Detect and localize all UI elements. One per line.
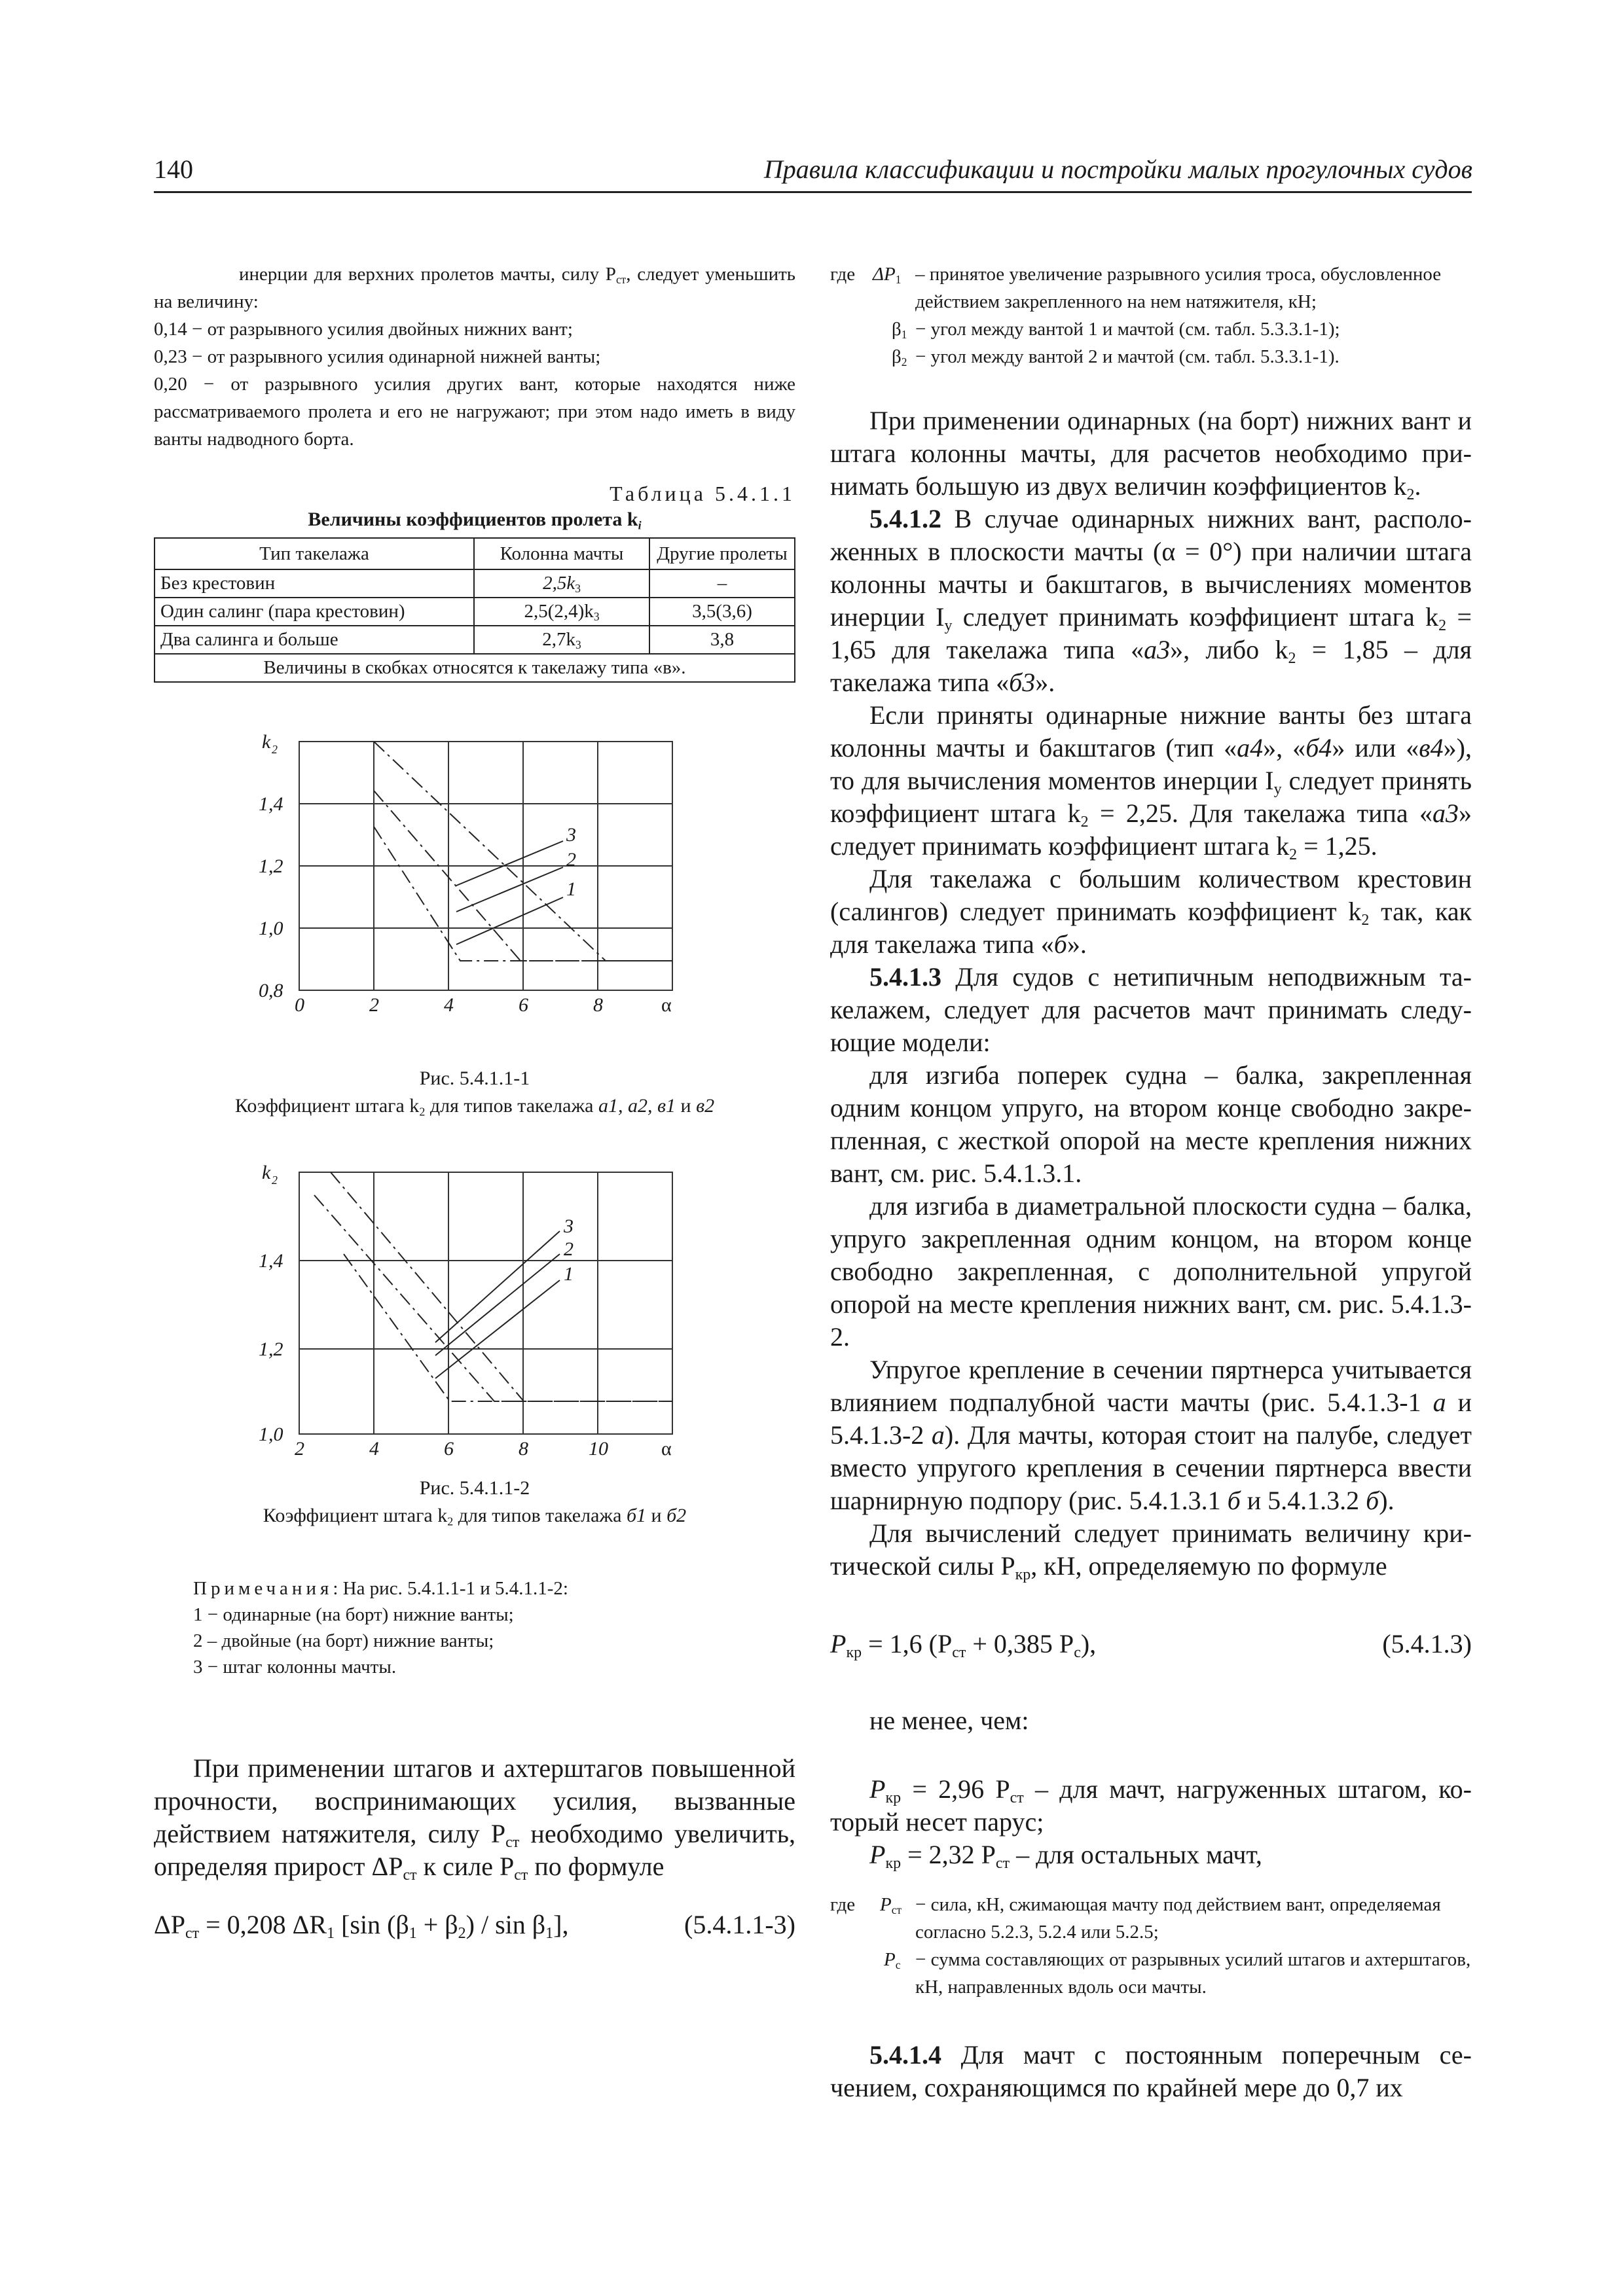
formula-5-4-1-3: $P_{кр} = 1,6$ ($P_{ст} + 0,385$ $P_с$), (5.4.1.3) [830,1629,1472,1662]
fig2-xtick: 10 [589,1438,608,1460]
fig2-ylabel: k [262,1162,271,1183]
table-header: Колонна мачты [474,538,649,569]
header-rule [154,191,1472,193]
fig2-ytick: 1,2 [259,1338,283,1360]
table-title: Величины коэффициентов пролета $k_i$ [308,509,642,532]
fig1-ylabel: k [262,731,271,753]
minimum-values: не менее, чем: $P_{кр} = 2,96$ $P_{ст}$ – для мачт, нагруженных штагом, который несет парус; $P_{кр} = 2,32$ $P_{ст}$ – для остальных мачт, [830,1706,1472,1873]
right-paragraphs: При применении одинарных (на борт) нижних вант и штага колонны мачты, для расчетов необходимо принимать большую из двух величин коэффициентов $k_2$. 5.4.1.2 В случае одинарных нижних вант, расположенных в плоскости мачты (α = 0°) при наличии штага колонны мачты и бакштагов, в вычислениях моментов инерции $I_y$ следует принимать коэффициент штага $k_2 = 1,65$ для такелажа типа «а3», либо $k_2 = 1,85$ – для такелажа типа «б3». Если приняты одинарные нижние ванты без штага колонны мачты и бакштагов (тип «а4», «б4» или «в4»), то для вычисления моментов инерции $I_y$ следует принять коэффициент штага $k_2 = 2,25$. Для такелажа типа «а3» следует принимать коэффициент штага $k_2 = 1,25$. Для такелажа с большим количеством крестовин (салингов) следует принимать коэффициент $k_2$ так, как для такелажа типа «б». 5.4.1.3 Для судов с нетипичным неподвижным такелажем, следует для расчетов мачт принимать следующие модели: для изгиба поперек судна – балка, закрепленная одним концом упруго, на втором конце свободно закрепленная, с жесткой опорой на месте крепления нижних вант, см. рис. 5.4.1.3.1. для изгиба в диаметральной плоскости судна – балка, упруго закрепленная одним концом, на втором конце свободно закрепленная, с дополнительной упругой опорой на месте крепления нижних вант, см. рис. 5.4.1.3-2. Упругое крепление в сечении пяртнерса учитывается влиянием подпалубной части мачты (рис. 5.4.1.3-1 а и 5.4.1.3-2 а). Для мачты, которая стоит на палубе, следует вместо упругого крепления в сечении пяртнерса ввести шарнирную подпору (рис. 5.4.1.3.1 б и 5.4.1.3.2 б). Для вычислений следует принимать величину критической силы $P_{кр}$, кН, определяемую по формуле [830,406,1472,1584]
intro-item-2: 0,23 − от разрывного усилия одинарной нижней ванты; [154,346,601,367]
where-block-1: где $\Delta P_1$ – принятое увеличение разрывного усилия троса, обусловленное действием закрепленного на нем натяжителя, кН; $\beta_1$ − угол между вантой 1 и мачтой (см. табл. 5.3.3.1-1); $\beta_2$ − угол между вантой 2 и мачтой (см. табл. 5.3.3.1-1). [830,264,1442,369]
fig1-xtick: 8 [593,994,603,1016]
fig1-curve-label-3: 3 [566,824,576,846]
figure-1-caption: Рис. 5.4.1.1-1 Коэффициент штага $k_2$ для типов такелажа а1, а2, в1 и в2 [234,1067,715,1119]
fig2-xlabel: α [661,1438,672,1460]
table-row: Два салинга и больше $2,7k_3$ 3,8 [155,626,795,654]
right-column [830,260,1472,2104]
formula-number: (5.4.1.3) [1382,1629,1472,1659]
table-caption: Таблица 5.4.1.1 [610,482,795,505]
fig1-ytick: 1,4 [259,793,283,815]
fig1-curve-label-1: 1 [566,878,576,900]
fig2-xtick: 2 [295,1438,304,1460]
fig1-xtick: 2 [369,994,379,1016]
table-header-row [155,538,795,569]
fig2-xtick: 6 [444,1438,454,1460]
fig1-ytick: 1,2 [259,855,283,877]
figure-2-caption: Рис. 5.4.1.1-2 Коэффициент штага $k_2$ для типов такелажа б1 и б2 [263,1477,687,1528]
intro-item-3: 0,20 − от разрывного усилия других вант, которые находятся ниже рассматриваемого пролета и его не нагружают; при этом надо иметь в виду ванты надводного борта. [154,374,795,450]
table-row: Без крестовин $2,5k_3$ – [155,569,795,598]
svg-text:2: 2 [272,743,278,756]
fig1-ytick: 1,0 [259,918,283,939]
table-header: Другие пролеты [649,538,795,569]
fig1-curve-label-2: 2 [566,849,576,870]
fig2-curve-label-3: 3 [564,1215,574,1237]
formula-5-4-1-1-3: $\Delta P_{ст} = 0,208$ $\Delta R_1$ [sin $(\beta_1 + \beta_2) / \sin \beta_1$], (5.4.1.1-3) [154,1910,795,1943]
fig2-xtick: 8 [519,1438,528,1460]
table-footnote-row [155,654,795,682]
running-title: Правила классификации и постройки малых прогулочных судов [763,154,1472,184]
fig1-xlabel: α [661,994,672,1016]
figure-notes: Примечания: На рис. 5.4.1.1-1 и 5.4.1.1-2: 1 − одинарные (на борт) нижние ванты; 2 – двойные (на борт) нижние ванты; 3 − штаг колонны мачты. [193,1578,568,1677]
fig2-curve-label-2: 2 [564,1238,574,1260]
fig1-xtick: 0 [295,994,304,1016]
fig2-curve-3 [331,1172,672,1401]
left-paragraph: При применении штагов и ахтерштагов повышенной прочности, воспринимающих усилия, вызванные действием натяжителя, силу $P_{ст}$ необходимо увеличить, определяя прирост $\Delta P_{ст}$ к силе $P_{ст}$ по формуле [154,1753,795,1884]
fig1-ytick: 0,8 [259,980,283,1001]
table-header: Тип такелажа [155,538,474,569]
left-column [154,260,795,1946]
fig2-ytick: 1,4 [259,1250,283,1272]
table-row: Один салинг (пара крестовин) $2,5(2,4)k_3$ 3,5(3,6) [155,598,795,626]
table-footnote: Величины в скобках относятся к такелажу типа «в». [155,654,795,682]
section-5-4-1-4: 5.4.1.4 Для мачт с постоянным поперечным сечением, сохраняющимся по крайней мере до 0,7 их [830,2040,1472,2102]
figure-1-plot [154,728,795,1069]
where-block-2: где $P_{ст}$ − сила, кН, сжимающая мачту под действием вант, определяемая согласно 5.2.3, 5.2.4 или 5.2.5; $P_с$ − сумма составляющих от разрывных усилий штагов и ахтерштагов, кН, направленных вдоль оси мачты. [830,1894,1471,1998]
intro-text: инерции для верхних пролетов мачты, силу $P_{ст}$, следует уменьшить на величину: 0,14 − от разрывного усилия двойных нижних вант; 0,23 − от разрывного усилия одинарной нижней ванты; 0,20 − от разрывного усилия других вант, которые находятся ниже рассматриваемого пролета и его не нагружают; при этом надо иметь в виду ванты надводного борта. [154,260,795,453]
page-number: 140 [154,154,193,184]
figure-2-plot [154,1159,795,1467]
fig2-curve-1 [344,1254,672,1401]
fig2-curve-label-1: 1 [564,1263,574,1285]
fig1-xtick: 6 [519,994,528,1016]
svg-text:2: 2 [272,1174,278,1187]
fig2-curve-2 [314,1195,672,1401]
fig2-xtick: 4 [369,1438,379,1460]
coefficient-table [154,537,795,683]
fig2-ytick: 1,0 [259,1424,283,1445]
formula-number: (5.4.1.1-3) [684,1910,795,1939]
fig1-xtick: 4 [444,994,454,1016]
intro-item-1: 0,14 − от разрывного усилия двойных нижних вант; [154,319,573,340]
